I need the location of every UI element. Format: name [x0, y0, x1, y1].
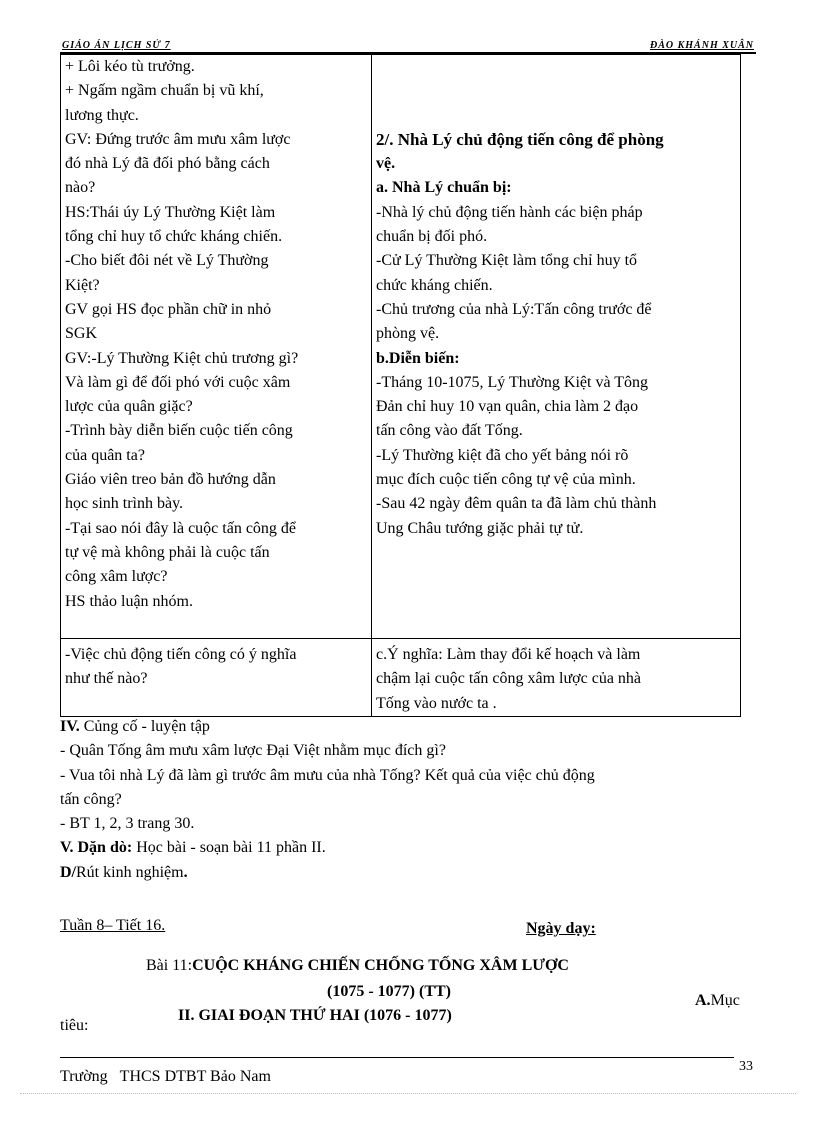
right-line: tấn công vào đất Tống. [376, 422, 523, 440]
subsection-heading: a. Nhà Lý chuẩn bị: [376, 179, 512, 197]
left-line: Giáo viên treo bản đồ hướng dẫn [65, 471, 276, 489]
left-line: + Lôi kéo tù trưởng. [65, 58, 195, 75]
left-line: đó nhà Lý đã đối phó bằng cách [65, 155, 270, 173]
page-bottom-dots [20, 1093, 796, 1094]
left-line: lương thực. [65, 106, 139, 124]
subsection-heading: b.Diễn biến: [376, 349, 460, 367]
phase-title: II. GIAI ĐOẠN THỨ HAI (1076 - 1077) [178, 1007, 452, 1024]
review-line: - Quân Tống âm mưu xâm lược Đại Việt nhằm mục đích gì? [60, 742, 446, 760]
right-line: chuẩn bị đối phó. [376, 228, 488, 246]
left-line: như thế nào? [65, 670, 148, 688]
left-line: -Cho biết đôi nét về Lý Thường [65, 252, 269, 270]
left-line: Và làm gì để đối phó với cuộc xâm [65, 373, 291, 391]
header-right: ĐÀO KHÁNH XUÂN [649, 40, 754, 51]
section-heading: IV. Củng cố - luyện tập [60, 718, 210, 735]
lesson-title: Bài 11:CUỘC KHÁNG CHIẾN CHỐNG TỐNG XÂM LƯỢC [146, 957, 569, 974]
teacher-activities-cell [61, 55, 372, 639]
right-line: Ung Châu tướng giặc phải tự tử. [376, 519, 584, 537]
right-line: chậm lại cuộc tấn công xâm lược của nhà [376, 670, 642, 688]
left-line: GV: Đứng trước âm mưu xâm lược [65, 130, 291, 148]
right-line: -Sau 42 ngày đêm quân ta đã làm chủ thành [376, 495, 657, 513]
right-line: -Chủ trương của nhà Lý:Tấn công trước để [376, 300, 652, 318]
page-number: 33 [739, 1059, 753, 1074]
right-line: -Tháng 10-1075, Lý Thường Kiệt và Tông [376, 373, 649, 391]
table-row [61, 639, 741, 717]
left-line: HS thảo luận nhóm. [65, 592, 193, 610]
objectives-label-cont: tiêu: [60, 1017, 89, 1034]
review-section [60, 715, 760, 885]
left-line: -Việc chủ động tiến công có ý nghĩa [65, 646, 297, 664]
right-line: -Lý Thường kiệt đã cho yết bảng nói rõ [376, 446, 629, 464]
left-line: + Ngấm ngầm chuẩn bị vũ khí, [65, 82, 264, 100]
right-line: vệ. [376, 155, 396, 173]
left-line: -Tại sao nói đây là cuộc tấn công để [65, 519, 297, 537]
right-line: -Nhà lý chủ động tiến hành các biện pháp [376, 203, 643, 221]
question-cell [61, 639, 372, 717]
left-line: công xâm lược? [65, 568, 168, 586]
review-line: tấn công? [60, 790, 122, 808]
left-line: SGK [65, 325, 98, 343]
right-line: chức kháng chiến. [376, 276, 493, 294]
header-left: GIÁO ÁN LỊCH SỬ 7 [62, 40, 171, 51]
footer-school: Trường THCS DTBT Bảo Nam [60, 1068, 271, 1085]
right-line: mục đích cuộc tiến công tự vệ của mình. [376, 471, 636, 489]
teaching-date-label: Ngày dạy: [526, 920, 596, 937]
left-line: -Trình bày diễn biến cuộc tiến công [65, 422, 293, 440]
right-line: phòng vệ. [376, 325, 440, 343]
lesson-table [60, 54, 741, 717]
blank-line [376, 104, 736, 128]
left-line: HS:Thái úy Lý Thường Kiệt làm [65, 203, 276, 221]
left-line: tổng chỉ huy tổ chức kháng chiến. [65, 228, 283, 246]
objectives-label: A.Mục [695, 992, 740, 1009]
left-line: của quân ta? [65, 446, 145, 464]
blank-line [376, 55, 736, 79]
content-cell [372, 55, 741, 639]
homework-line: V. Dặn dò: Học bài - soạn bài 11 phần II. [60, 839, 326, 857]
review-line: - BT 1, 2, 3 trang 30. [60, 815, 195, 833]
section-heading: 2/. Nhà Lý chủ động tiến công để phòng [376, 129, 664, 149]
right-line: Tống vào nước ta . [376, 694, 497, 712]
left-line: tự vệ mà không phải là cuộc tấn [65, 543, 270, 561]
left-line: lược của quân giặc? [65, 398, 193, 416]
left-line: Kiệt? [65, 276, 100, 294]
table-row [61, 55, 741, 639]
left-line: GV:-Lý Thường Kiệt chủ trương gì? [65, 349, 299, 367]
left-line: học sinh trình bày. [65, 495, 184, 513]
right-line: c.Ý nghĩa: Làm thay đổi kế hoạch và làm [376, 646, 641, 664]
blank-line [65, 614, 367, 638]
lesson-years: (1075 - 1077) (TT) [327, 983, 451, 1000]
meaning-cell [372, 639, 741, 717]
left-line: nào? [65, 179, 96, 197]
footer-rule [60, 1057, 734, 1058]
blank-line [376, 79, 736, 103]
experience-line: D/Rút kinh nghiệm. [60, 863, 188, 881]
right-line: -Cử Lý Thường Kiệt làm tổng chỉ huy tổ [376, 252, 638, 270]
week-label: Tuần 8– Tiết 16. [60, 917, 166, 934]
review-line: - Vua tôi nhà Lý đã làm gì trước âm mưu của nhà Tống? Kết quả của việc chủ động [60, 766, 595, 784]
right-line: Đản chỉ huy 10 vạn quân, chia làm 2 đạo [376, 398, 639, 416]
left-line: GV gọi HS đọc phần chữ in nhỏ [65, 300, 272, 318]
